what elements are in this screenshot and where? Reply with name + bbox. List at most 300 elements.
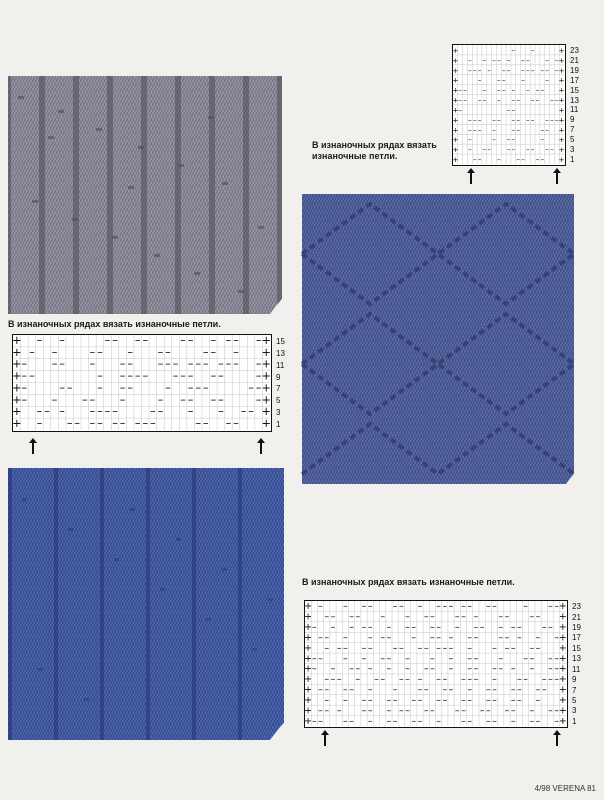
chart-purl-stitch: – — [97, 345, 103, 359]
chart-purl-stitch: – — [461, 715, 466, 727]
knit-photo-blue-diamond — [302, 194, 574, 484]
chart-purl-stitch: – — [59, 333, 65, 347]
chart-purl-stitch: – — [127, 345, 133, 359]
chart-purl-stitch: – — [248, 405, 254, 419]
chart-purl-stitch: – — [472, 155, 477, 165]
chart-purl-stitch: – — [330, 622, 336, 634]
chart-purl-stitch: – — [89, 393, 96, 407]
chart-purl-stitch: – — [545, 75, 549, 85]
chart-purl-stitch: – — [473, 674, 479, 686]
chart-edge-stitch: + — [452, 135, 459, 145]
chart-purl-stitch: – — [210, 345, 217, 359]
chart-edge-stitch: + — [558, 642, 567, 654]
chart-edge-stitch: + — [261, 417, 271, 431]
chart-edge-stitch: + — [12, 393, 22, 407]
chart-purl-stitch: – — [172, 357, 179, 371]
chart-purl-stitch: – — [405, 611, 410, 623]
chart-purl-stitch: – — [36, 417, 43, 431]
chart-c-svg — [305, 601, 566, 726]
chart-purl-stitch: – — [417, 674, 423, 686]
chart-purl-stitch: – — [545, 145, 549, 155]
chart-c — [304, 600, 598, 760]
chart-edge-stitch: + — [12, 345, 22, 359]
chart-purl-stitch: – — [336, 642, 342, 654]
chart-purl-stitch: – — [21, 357, 28, 371]
chart-purl-stitch: – — [467, 674, 473, 686]
chart-purl-stitch: – — [66, 381, 73, 395]
chart-purl-stitch: – — [405, 663, 410, 675]
chart-purl-stitch: – — [119, 357, 126, 371]
chart-purl-stitch: – — [330, 674, 336, 686]
chart-purl-stitch: – — [467, 653, 473, 665]
chart-edge-stitch: + — [261, 357, 271, 371]
chart-purl-stitch: – — [548, 622, 553, 634]
chart-purl-stitch: – — [530, 45, 535, 55]
chart-purl-stitch: – — [343, 715, 348, 727]
chart-purl-stitch: – — [195, 417, 202, 431]
chart-purl-stitch: – — [324, 684, 330, 696]
chart-purl-stitch: – — [89, 357, 96, 371]
chart-purl-stitch: – — [472, 65, 477, 75]
chart-purl-stitch: – — [521, 55, 525, 65]
chart-purl-stitch: – — [343, 601, 348, 613]
chart-edge-stitch: + — [452, 85, 459, 95]
chart-purl-stitch: – — [535, 694, 541, 706]
chart-edge-stitch: + — [452, 115, 459, 125]
chart-purl-stitch: – — [187, 357, 194, 371]
chart-purl-stitch: – — [554, 674, 560, 686]
chart-purl-stitch: – — [411, 632, 417, 644]
chart-purl-stitch: – — [367, 622, 373, 634]
chart-purl-stitch: – — [504, 632, 510, 644]
chart-edge-stitch: + — [558, 95, 565, 105]
chart-purl-stitch: – — [530, 115, 535, 125]
chart-purl-stitch: – — [468, 135, 472, 145]
chart-purl-stitch: – — [330, 663, 336, 675]
chart-purl-stitch: – — [311, 622, 317, 634]
chart-purl-stitch: – — [218, 393, 224, 407]
chart-purl-stitch: – — [51, 393, 58, 407]
arrow-up-icon — [28, 438, 38, 454]
chart-purl-stitch: – — [405, 705, 410, 717]
chart-purl-stitch: – — [477, 95, 482, 105]
chart-purl-stitch: – — [51, 345, 58, 359]
chart-purl-stitch: – — [498, 622, 504, 634]
chart-edge-stitch: + — [12, 405, 22, 419]
chart-purl-stitch: – — [380, 674, 386, 686]
chart-purl-stitch: – — [398, 705, 404, 717]
chart-purl-stitch: – — [59, 381, 65, 395]
chart-edge-stitch: + — [558, 694, 567, 706]
chart-edge-stitch: + — [558, 674, 567, 686]
chart-purl-stitch: – — [467, 694, 473, 706]
chart-purl-stitch: – — [89, 405, 96, 419]
chart-purl-stitch: – — [541, 622, 547, 634]
chart-purl-stitch: – — [324, 674, 330, 686]
chart-purl-stitch: – — [324, 705, 330, 717]
chart-purl-stitch: – — [521, 75, 525, 85]
chart-purl-stitch: – — [104, 333, 111, 347]
chart-purl-stitch: – — [554, 95, 559, 105]
chart-purl-stitch: – — [112, 417, 118, 431]
chart-purl-stitch: – — [506, 55, 511, 65]
chart-purl-stitch: – — [530, 145, 535, 155]
chart-purl-stitch: – — [540, 135, 545, 145]
chart-purl-stitch: – — [311, 715, 317, 727]
chart-purl-stitch: – — [545, 115, 549, 125]
chart-purl-stitch: – — [511, 115, 516, 125]
chart-purl-stitch: – — [523, 674, 528, 686]
chart-purl-stitch: – — [525, 145, 530, 155]
chart-purl-stitch: – — [492, 715, 497, 727]
chart-purl-stitch: – — [525, 55, 530, 65]
chart-purl-stitch: – — [485, 601, 491, 613]
chart-purl-stitch: – — [430, 611, 435, 623]
chart-purl-stitch: – — [165, 345, 171, 359]
chart-purl-stitch: – — [392, 601, 398, 613]
chart-purl-stitch: – — [492, 642, 497, 654]
chart-purl-stitch: – — [487, 145, 492, 155]
chart-purl-stitch: – — [142, 369, 149, 383]
chart-purl-stitch: – — [21, 381, 28, 395]
chart-purl-stitch: – — [498, 611, 504, 623]
chart-purl-stitch: – — [157, 345, 164, 359]
chart-purl-stitch: – — [510, 715, 516, 727]
chart-purl-stitch: – — [506, 145, 511, 155]
chart-purl-stitch: – — [473, 653, 479, 665]
chart-purl-stitch: – — [210, 369, 217, 383]
knit-photo-blue-rib-image — [8, 468, 284, 740]
chart-edge-stitch: + — [12, 417, 22, 431]
chart-purl-stitch: – — [119, 369, 126, 383]
chart-edge-stitch: + — [558, 45, 565, 55]
chart-purl-stitch: – — [218, 405, 224, 419]
chart-purl-stitch: – — [485, 684, 491, 696]
chart-edge-stitch: + — [304, 663, 313, 675]
chart-purl-stitch: – — [468, 55, 472, 65]
arrow-up-icon — [552, 168, 562, 184]
chart-purl-stitch: – — [473, 611, 479, 623]
chart-purl-stitch: – — [510, 694, 516, 706]
chart-purl-stitch: – — [525, 65, 530, 75]
chart-purl-stitch: – — [119, 381, 126, 395]
chart-purl-stitch: – — [187, 369, 194, 383]
chart-purl-stitch: – — [535, 85, 540, 95]
chart-purl-stitch: – — [392, 715, 398, 727]
chart-purl-stitch: – — [430, 663, 435, 675]
chart-purl-stitch: – — [225, 357, 232, 371]
chart-purl-stitch: – — [492, 684, 497, 696]
chart-purl-stitch: – — [550, 95, 554, 105]
chart-purl-stitch: – — [386, 622, 392, 634]
chart-purl-stitch: – — [355, 611, 361, 623]
page-footer: 4/98 VERENA 81 — [534, 784, 596, 793]
chart-purl-stitch: – — [498, 663, 504, 675]
chart-purl-stitch: – — [482, 95, 487, 105]
chart-edge-stitch: + — [452, 55, 459, 65]
chart-edge-stitch: + — [261, 345, 271, 359]
chart-purl-stitch: – — [492, 674, 497, 686]
chart-purl-stitch: – — [448, 632, 454, 644]
chart-purl-stitch: – — [336, 705, 342, 717]
chart-purl-stitch: – — [540, 85, 545, 95]
chart-purl-stitch: – — [545, 55, 549, 65]
chart-purl-stitch: – — [492, 663, 497, 675]
chart-purl-stitch: – — [112, 333, 118, 347]
chart-purl-stitch: – — [473, 663, 479, 675]
chart-purl-stitch: – — [367, 601, 373, 613]
chart-purl-stitch: – — [550, 145, 554, 155]
chart-edge-stitch: + — [12, 381, 22, 395]
chart-purl-stitch: – — [529, 705, 535, 717]
chart-purl-stitch: – — [501, 75, 506, 85]
chart-purl-stitch: – — [510, 684, 516, 696]
chart-purl-stitch: – — [405, 653, 410, 665]
chart-purl-stitch: – — [392, 642, 398, 654]
chart-purl-stitch: – — [436, 642, 441, 654]
page-curl-decoration — [252, 712, 294, 754]
chart-purl-stitch: – — [398, 642, 404, 654]
chart-purl-stitch: – — [233, 333, 239, 347]
chart-purl-stitch: – — [541, 674, 547, 686]
chart-purl-stitch: – — [479, 622, 485, 634]
chart-purl-stitch: – — [548, 705, 553, 717]
chart-purl-stitch: – — [112, 405, 118, 419]
chart-purl-stitch: – — [318, 632, 323, 644]
chart-purl-stitch: – — [311, 663, 317, 675]
chart-purl-stitch: – — [180, 393, 186, 407]
chart-purl-stitch: – — [501, 65, 506, 75]
chart-edge-stitch: + — [558, 135, 565, 145]
chart-purl-stitch: – — [119, 393, 126, 407]
chart-edge-stitch: + — [452, 155, 459, 165]
chart-purl-stitch: – — [430, 622, 435, 634]
chart-purl-stitch: – — [386, 663, 392, 675]
chart-purl-stitch: – — [535, 684, 541, 696]
chart-purl-stitch: – — [492, 115, 496, 125]
chart-purl-stitch: – — [225, 417, 232, 431]
chart-purl-stitch: – — [548, 653, 553, 665]
chart-purl-stitch: – — [202, 417, 209, 431]
chart-purl-stitch: – — [187, 405, 194, 419]
chart-edge-stitch: + — [304, 622, 313, 634]
chart-purl-stitch: – — [380, 632, 386, 644]
chart-purl-stitch: – — [554, 65, 559, 75]
chart-edge-stitch: + — [558, 115, 565, 125]
chart-purl-stitch: – — [477, 75, 482, 85]
chart-purl-stitch: – — [202, 357, 209, 371]
chart-purl-stitch: – — [436, 632, 441, 644]
chart-purl-stitch: – — [442, 684, 448, 696]
chart-purl-stitch: – — [454, 611, 460, 623]
chart-purl-stitch: – — [386, 705, 392, 717]
chart-edge-stitch: + — [12, 333, 22, 347]
chart-edge-stitch: + — [558, 715, 567, 727]
chart-edge-stitch: + — [558, 55, 565, 65]
chart-purl-stitch: – — [417, 642, 423, 654]
chart-purl-stitch: – — [74, 417, 81, 431]
chart-purl-stitch: – — [195, 381, 202, 395]
chart-edge-stitch: + — [558, 85, 565, 95]
chart-purl-stitch: – — [498, 653, 504, 665]
chart-purl-stitch: – — [127, 381, 133, 395]
chart-purl-stitch: – — [530, 95, 535, 105]
chart-purl-stitch: – — [517, 684, 522, 696]
chart-purl-stitch: – — [405, 674, 410, 686]
chart-c-caption: В изнаночных рядах вязать изнаночные петли. — [302, 577, 515, 587]
chart-purl-stitch: – — [448, 642, 454, 654]
chart-purl-stitch: – — [134, 333, 141, 347]
chart-purl-stitch: – — [485, 715, 491, 727]
chart-purl-stitch: – — [461, 674, 466, 686]
chart-edge-stitch: + — [261, 333, 271, 347]
chart-purl-stitch: – — [529, 642, 535, 654]
chart-purl-stitch: – — [510, 622, 516, 634]
chart-purl-stitch: – — [142, 417, 149, 431]
chart-purl-stitch: – — [157, 393, 164, 407]
chart-purl-stitch: – — [97, 405, 103, 419]
chart-purl-stitch: – — [386, 715, 392, 727]
chart-purl-stitch: – — [343, 694, 348, 706]
chart-purl-stitch: – — [436, 622, 441, 634]
chart-purl-stitch: – — [479, 705, 485, 717]
chart-purl-stitch: – — [461, 601, 466, 613]
chart-purl-stitch: – — [473, 622, 479, 634]
chart-purl-stitch: – — [367, 715, 373, 727]
chart-purl-stitch: – — [498, 632, 504, 644]
chart-purl-stitch: – — [477, 65, 482, 75]
chart-purl-stitch: – — [349, 684, 354, 696]
chart-purl-stitch: – — [545, 125, 549, 135]
chart-purl-stitch: – — [150, 405, 156, 419]
chart-purl-stitch: – — [516, 125, 520, 135]
chart-a — [452, 44, 592, 194]
chart-a-grid — [452, 44, 566, 166]
chart-purl-stitch: – — [89, 417, 96, 431]
chart-purl-stitch: – — [324, 642, 330, 654]
chart-edge-stitch: + — [304, 653, 313, 665]
chart-purl-stitch: – — [458, 85, 463, 95]
chart-purl-stitch: – — [535, 642, 541, 654]
chart-purl-stitch: – — [187, 393, 194, 407]
chart-purl-stitch: – — [66, 417, 73, 431]
chart-purl-stitch: – — [535, 155, 540, 165]
chart-purl-stitch: – — [540, 155, 545, 165]
chart-purl-stitch: – — [468, 115, 472, 125]
chart-purl-stitch: – — [380, 611, 386, 623]
chart-purl-stitch: – — [180, 333, 186, 347]
chart-purl-stitch: – — [44, 405, 50, 419]
chart-purl-stitch: – — [529, 663, 535, 675]
chart-purl-stitch: – — [497, 85, 501, 95]
chart-purl-stitch: – — [492, 135, 496, 145]
chart-b-row-numbers: 15 13 11 9 7 5 3 1 — [276, 336, 285, 430]
chart-purl-stitch: – — [134, 369, 141, 383]
chart-purl-stitch: – — [172, 369, 179, 383]
chart-edge-stitch: + — [558, 601, 567, 613]
chart-purl-stitch: – — [485, 705, 491, 717]
chart-purl-stitch: – — [187, 381, 194, 395]
chart-purl-stitch: – — [398, 674, 404, 686]
chart-purl-stitch: – — [349, 622, 354, 634]
chart-purl-stitch: – — [51, 357, 58, 371]
chart-purl-stitch: – — [180, 369, 186, 383]
chart-b-svg — [13, 335, 270, 430]
chart-purl-stitch: – — [506, 135, 511, 145]
chart-purl-stitch: – — [454, 622, 460, 634]
chart-b-caption: В изнаночных рядах вязать изнаночные петли. — [8, 319, 221, 329]
chart-edge-stitch: + — [261, 381, 271, 395]
chart-purl-stitch: – — [554, 715, 560, 727]
chart-purl-stitch: – — [157, 405, 164, 419]
chart-edge-stitch: + — [558, 705, 567, 717]
chart-purl-stitch: – — [548, 674, 553, 686]
chart-purl-stitch: – — [535, 95, 540, 105]
chart-purl-stitch: – — [218, 357, 224, 371]
chart-purl-stitch: – — [448, 653, 454, 665]
page-curl-decoration — [548, 456, 590, 498]
chart-edge-stitch: + — [452, 45, 459, 55]
chart-purl-stitch: – — [318, 705, 323, 717]
chart-purl-stitch: – — [361, 642, 367, 654]
chart-edge-stitch: + — [12, 357, 22, 371]
chart-purl-stitch: – — [417, 694, 423, 706]
chart-purl-stitch: – — [318, 715, 323, 727]
knit-photo-grey — [8, 76, 282, 314]
chart-purl-stitch: – — [405, 622, 410, 634]
chart-purl-stitch: – — [554, 601, 560, 613]
chart-purl-stitch: – — [318, 684, 323, 696]
chart-purl-stitch: – — [492, 601, 497, 613]
chart-edge-stitch: + — [261, 393, 271, 407]
chart-purl-stitch: – — [355, 663, 361, 675]
chart-edge-stitch: + — [304, 684, 313, 696]
chart-purl-stitch: – — [482, 55, 487, 65]
chart-edge-stitch: + — [452, 75, 459, 85]
chart-edge-stitch: + — [452, 145, 459, 155]
chart-purl-stitch: – — [423, 705, 429, 717]
chart-purl-stitch: – — [97, 381, 103, 395]
chart-purl-stitch: – — [81, 393, 88, 407]
chart-purl-stitch: – — [343, 653, 348, 665]
chart-purl-stitch: – — [541, 684, 547, 696]
chart-purl-stitch: – — [411, 715, 417, 727]
chart-purl-stitch: – — [442, 601, 448, 613]
chart-purl-stitch: – — [545, 65, 549, 75]
chart-purl-stitch: – — [127, 369, 133, 383]
chart-purl-stitch: – — [511, 105, 516, 115]
chart-purl-stitch: – — [187, 333, 194, 347]
chart-purl-stitch: – — [517, 694, 522, 706]
chart-purl-stitch: – — [386, 632, 392, 644]
chart-purl-stitch: – — [195, 357, 202, 371]
chart-purl-stitch: – — [473, 632, 479, 644]
chart-purl-stitch: – — [423, 642, 429, 654]
chart-purl-stitch: – — [463, 95, 467, 105]
chart-purl-stitch: – — [461, 694, 466, 706]
chart-c-grid — [304, 600, 568, 728]
chart-edge-stitch: + — [558, 663, 567, 675]
chart-edge-stitch: + — [304, 642, 313, 654]
chart-purl-stitch: – — [467, 663, 473, 675]
chart-purl-stitch: – — [463, 85, 467, 95]
chart-edge-stitch: + — [452, 105, 459, 115]
chart-purl-stitch: – — [461, 611, 466, 623]
chart-purl-stitch: – — [467, 642, 473, 654]
chart-purl-stitch: – — [225, 333, 232, 347]
chart-purl-stitch: – — [367, 642, 373, 654]
chart-purl-stitch: – — [349, 663, 354, 675]
